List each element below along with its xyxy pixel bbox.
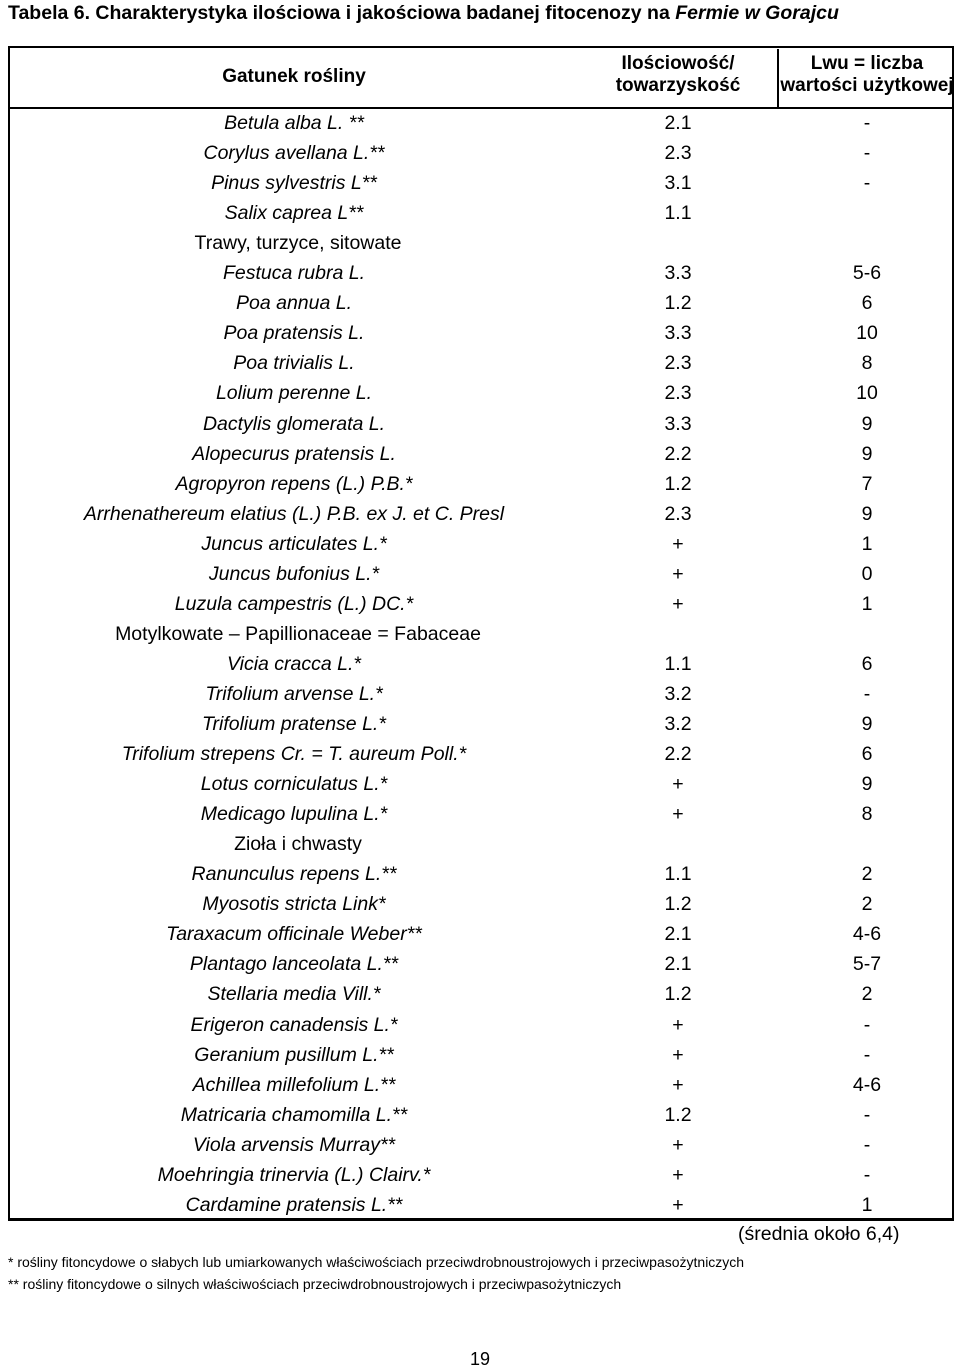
lwu-value: 5-7 bbox=[852, 953, 882, 976]
table-row bbox=[10, 288, 952, 318]
table-row bbox=[10, 1100, 952, 1130]
quantity-value: 3.3 bbox=[664, 412, 692, 435]
quantity-value: 2.3 bbox=[664, 502, 692, 525]
lwu-value: 10 bbox=[856, 322, 878, 345]
species-name: Luzula campestris (L.) DC.* bbox=[174, 592, 414, 615]
footnote-single: * rośliny fitoncydowe o słabych lub umiarkowanych właściwościach przeciwdrobnoustrojowych i przeciwpasożytniczych bbox=[8, 1254, 745, 1270]
quantity-value: 2.2 bbox=[664, 442, 692, 465]
quantity-value: + bbox=[672, 562, 684, 585]
species-name: Salix caprea L** bbox=[224, 202, 364, 225]
footnote-double: ** rośliny fitoncydowe o silnych właściwościach przeciwdrobnoustrojowych i przeciwpasożytniczych bbox=[8, 1276, 622, 1292]
species-name: Cardamine pratensis L.** bbox=[185, 1193, 403, 1216]
table-row bbox=[10, 439, 952, 469]
species-name: Arrhenathereum elatius (L.) P.B. ex J. et C. Presl bbox=[83, 502, 505, 525]
lwu-value: - bbox=[863, 112, 871, 134]
quantity-value: 1.1 bbox=[664, 863, 692, 886]
table-row bbox=[10, 108, 952, 138]
species-name: Poa trivialis L. bbox=[233, 352, 355, 375]
page-number: 19 bbox=[469, 1349, 491, 1369]
lwu-value: 8 bbox=[861, 803, 873, 826]
header-species: Gatunek rośliny bbox=[222, 66, 366, 87]
species-name: Erigeron canadensis L.* bbox=[190, 1013, 398, 1036]
table-row bbox=[10, 318, 952, 348]
species-name: Corylus avellana L.** bbox=[203, 142, 385, 165]
lwu-value: 9 bbox=[861, 412, 873, 435]
table-row bbox=[10, 919, 952, 949]
quantity-value: + bbox=[672, 1163, 684, 1186]
quantity-value: 3.2 bbox=[664, 682, 692, 705]
quantity-value: + bbox=[672, 1043, 684, 1066]
table-row bbox=[10, 499, 952, 529]
species-table bbox=[8, 46, 954, 1220]
table-row bbox=[10, 739, 952, 769]
lwu-value: 9 bbox=[861, 713, 873, 735]
lwu-value: - bbox=[863, 682, 871, 705]
lwu-value: - bbox=[863, 142, 871, 165]
quantity-value: + bbox=[672, 1013, 684, 1036]
table-row bbox=[10, 198, 952, 228]
table-row bbox=[10, 1070, 952, 1100]
average-note: (średnia około 6,4) bbox=[738, 1223, 900, 1245]
quantity-value: + bbox=[672, 803, 684, 826]
species-name: Stellaria media Vill.* bbox=[207, 983, 381, 1006]
table-row bbox=[10, 589, 952, 619]
quantity-value: 3.2 bbox=[664, 713, 692, 735]
lwu-value: 6 bbox=[861, 292, 873, 315]
section-row bbox=[10, 619, 952, 649]
lwu-value: 0 bbox=[861, 562, 873, 585]
section-label: Motylkowate – Papillionaceae = Fabaceae bbox=[115, 622, 481, 645]
lwu-value: 9 bbox=[861, 502, 873, 525]
table-row bbox=[10, 469, 952, 499]
species-name: Ranunculus repens L.** bbox=[191, 863, 397, 886]
table-row bbox=[10, 979, 952, 1009]
species-name: Dactylis glomerata L. bbox=[202, 412, 386, 435]
table-row bbox=[10, 138, 952, 168]
species-name: Trifolium strepens Cr. = T. aureum Poll.* bbox=[121, 743, 467, 766]
species-name: Taraxacum officinale Weber** bbox=[166, 923, 422, 946]
table-row bbox=[10, 258, 952, 288]
species-name: Juncus articulates L.* bbox=[201, 532, 387, 555]
lwu-value: 7 bbox=[861, 472, 873, 495]
lwu-value: - bbox=[863, 1133, 871, 1156]
quantity-value: + bbox=[672, 1193, 684, 1216]
quantity-value: 1.2 bbox=[664, 893, 692, 916]
table-row bbox=[10, 1130, 952, 1160]
quantity-value: 2.1 bbox=[664, 953, 692, 976]
table-row bbox=[10, 649, 952, 679]
table-row bbox=[10, 348, 952, 378]
table-row bbox=[10, 559, 952, 589]
table-row bbox=[10, 1010, 952, 1040]
lwu-value: 5-6 bbox=[852, 262, 882, 285]
table-row bbox=[10, 378, 952, 408]
species-name: Poa annua L. bbox=[235, 292, 353, 315]
lwu-value: - bbox=[863, 172, 871, 195]
table-row bbox=[10, 1190, 952, 1220]
quantity-value: 2.3 bbox=[664, 352, 692, 375]
species-name: Festuca rubra L. bbox=[223, 262, 365, 285]
lwu-value: 2 bbox=[861, 893, 873, 916]
species-name: Betula alba L. ** bbox=[224, 112, 364, 134]
quantity-value: 1.1 bbox=[664, 652, 692, 675]
quantity-value: 2.1 bbox=[664, 112, 692, 134]
lwu-value: 1 bbox=[861, 592, 873, 615]
section-label: Trawy, turzyce, sitowate bbox=[194, 232, 402, 255]
quantity-value: 1.1 bbox=[664, 202, 692, 225]
quantity-value: + bbox=[672, 1073, 684, 1096]
table-row bbox=[10, 529, 952, 559]
lwu-value: 2 bbox=[861, 863, 873, 886]
table-row bbox=[10, 679, 952, 709]
species-name: Alopecurus pratensis L. bbox=[192, 442, 396, 465]
lwu-value: 4-6 bbox=[852, 923, 882, 946]
table-row bbox=[10, 1040, 952, 1070]
header-divider bbox=[777, 49, 779, 108]
quantity-value: 2.3 bbox=[664, 142, 692, 165]
quantity-value: + bbox=[672, 773, 684, 796]
header-quantity: Ilościowość/ towarzyskość bbox=[615, 53, 741, 96]
species-name: Pinus sylvestris L** bbox=[211, 172, 377, 195]
lwu-value: 2 bbox=[861, 983, 873, 1006]
header-lwu: Lwu = liczba wartości użytkowej bbox=[780, 53, 954, 96]
species-name: Matricaria chamomilla L.** bbox=[180, 1103, 408, 1126]
table-row bbox=[10, 889, 952, 919]
lwu-value: - bbox=[863, 1103, 871, 1126]
table-row bbox=[10, 799, 952, 829]
table-row bbox=[10, 769, 952, 799]
lwu-value: 9 bbox=[861, 773, 873, 796]
table-row bbox=[10, 709, 952, 739]
quantity-value: 1.2 bbox=[664, 983, 692, 1006]
lwu-value: 1 bbox=[861, 532, 873, 555]
quantity-value: 1.2 bbox=[664, 292, 692, 315]
caption-italic: Fermie w Gorajcu bbox=[675, 2, 839, 24]
lwu-value: 10 bbox=[856, 382, 878, 405]
lwu-value: - bbox=[863, 1013, 871, 1036]
lwu-value: - bbox=[863, 1043, 871, 1066]
species-name: Trifolium arvense L.* bbox=[205, 682, 383, 705]
quantity-value: 2.1 bbox=[664, 923, 692, 946]
lwu-value: 4-6 bbox=[852, 1073, 882, 1096]
species-name: Trifolium pratense L.* bbox=[202, 713, 386, 735]
quantity-value: 3.1 bbox=[664, 172, 692, 195]
species-name: Moehringia trinervia (L.) Clairv.* bbox=[157, 1163, 431, 1186]
lwu-value: - bbox=[863, 1163, 871, 1186]
quantity-value: 3.3 bbox=[664, 322, 692, 345]
quantity-value: + bbox=[672, 532, 684, 555]
quantity-value: + bbox=[672, 592, 684, 615]
species-name: Myosotis stricta Link* bbox=[202, 893, 386, 916]
species-name: Agropyron repens (L.) P.B.* bbox=[175, 472, 413, 495]
species-name: Lolium perenne L. bbox=[215, 382, 373, 405]
species-name: Poa pratensis L. bbox=[223, 322, 365, 345]
table-row bbox=[10, 859, 952, 889]
lwu-value: 6 bbox=[861, 743, 873, 766]
quantity-value: + bbox=[672, 1133, 684, 1156]
quantity-value: 1.2 bbox=[664, 1103, 692, 1126]
lwu-value: 9 bbox=[861, 442, 873, 465]
quantity-value: 3.3 bbox=[664, 262, 692, 285]
species-name: Geranium pusillum L.** bbox=[194, 1043, 394, 1066]
species-name: Achillea millefolium L.** bbox=[192, 1073, 396, 1096]
species-name: Vicia cracca L.* bbox=[226, 652, 362, 675]
table-row bbox=[10, 409, 952, 439]
species-name: Lotus corniculatus L.* bbox=[200, 773, 388, 796]
quantity-value: 1.2 bbox=[664, 472, 692, 495]
table-row bbox=[10, 168, 952, 198]
species-name: Juncus bufonius L.* bbox=[208, 562, 380, 585]
quantity-value: 2.3 bbox=[664, 382, 692, 405]
quantity-value: 2.2 bbox=[664, 743, 692, 766]
lwu-value: 8 bbox=[861, 352, 873, 375]
section-label: Zioła i chwasty bbox=[234, 833, 362, 856]
section-row bbox=[10, 228, 952, 258]
caption-prefix: Tabela 6. Charakterystyka ilościowa i jakościowa badanej fitocenozy na bbox=[8, 2, 676, 24]
species-name: Viola arvensis Murray** bbox=[192, 1133, 396, 1156]
table-caption bbox=[8, 0, 839, 26]
lwu-value: 6 bbox=[861, 652, 873, 675]
species-name: Plantago lanceolata L.** bbox=[189, 953, 399, 976]
table-row bbox=[10, 949, 952, 979]
section-row bbox=[10, 829, 952, 859]
table-row bbox=[10, 1160, 952, 1190]
lwu-value: 1 bbox=[861, 1193, 873, 1216]
species-name: Medicago lupulina L.* bbox=[200, 803, 388, 826]
